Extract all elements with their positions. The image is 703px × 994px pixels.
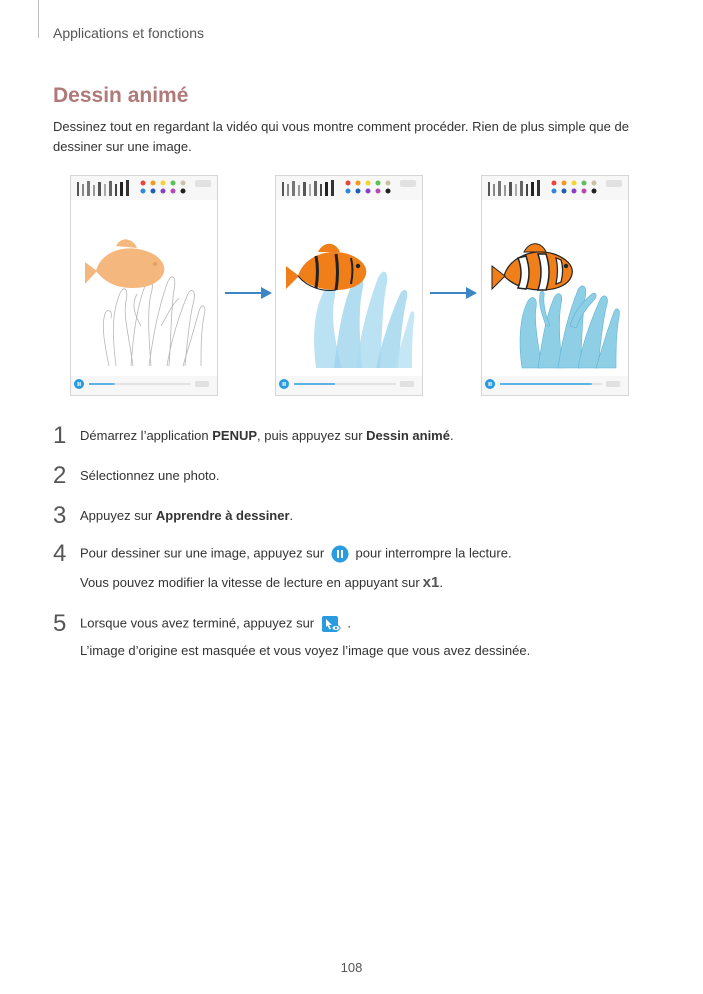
step-number: 5 — [53, 610, 67, 637]
arrow-right-icon — [225, 285, 273, 301]
fish-finished — [492, 244, 572, 290]
screenshot-colouring-stage — [275, 175, 423, 396]
step-number: 2 — [53, 462, 67, 489]
step-number: 3 — [53, 502, 67, 529]
step-subtext: Vous pouvez modifier la vitesse de lecture en appuyant sur x1. — [80, 574, 443, 591]
step-number: 4 — [53, 540, 67, 567]
step-number: 1 — [53, 422, 67, 449]
section-title: Dessin animé — [53, 84, 189, 107]
step-text: Démarrez l’application PENUP, puis appuyez sur Dessin animé. — [80, 428, 454, 443]
pause-icon — [331, 545, 349, 563]
compare-image-icon — [321, 615, 341, 633]
player-bar — [276, 376, 422, 395]
header-rule — [38, 0, 39, 38]
arrow-right-icon — [430, 285, 478, 301]
screenshot-sketch-stage — [70, 175, 218, 396]
step-text: Sélectionnez une photo. — [80, 468, 220, 483]
step-text: Appuyez sur Apprendre à dessiner. — [80, 508, 294, 523]
coral-finished — [520, 286, 619, 368]
toolbar — [71, 176, 217, 200]
step-text: Pour dessiner sur une image, appuyez sur pour interrompre la lecture. — [80, 545, 512, 563]
step-subtext: L’image d’origine est masquée et vous voyez l’image que vous avez dessinée. — [80, 643, 531, 658]
screenshot-finished-stage — [481, 175, 629, 396]
intro-paragraph: Dessinez tout en regardant la vidéo qui vous montre comment procéder. Rien de plus simple que de dessiner sur une image. — [53, 119, 629, 154]
toolbar — [482, 176, 628, 200]
toolbar — [276, 176, 422, 200]
page-number: 108 — [340, 960, 363, 975]
fish-colouring — [286, 244, 366, 291]
speed-x1-icon: x1 — [422, 574, 440, 591]
header-title: Applications et fonctions — [53, 25, 204, 41]
player-bar — [71, 376, 217, 395]
player-bar — [482, 376, 628, 395]
step-text: Lorsque vous avez terminé, appuyez sur . — [80, 615, 351, 633]
